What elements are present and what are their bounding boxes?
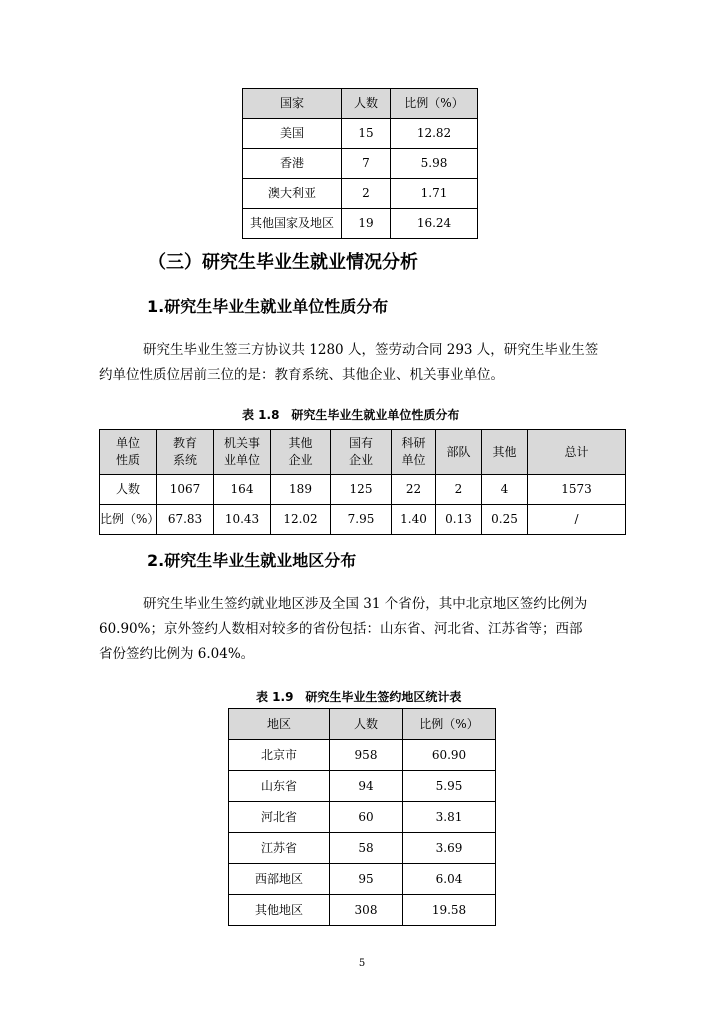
cell: 7.95: [331, 505, 392, 535]
cell: 香港: [243, 149, 342, 179]
table-row: [243, 119, 478, 149]
table-header-row: [243, 89, 478, 119]
header-country: 国家: [243, 89, 342, 119]
header-line: 单位: [115, 436, 140, 450]
cell: 3.81: [403, 802, 496, 833]
cell: 125: [331, 475, 392, 505]
header-line: 教育: [172, 436, 197, 450]
table-row: [229, 802, 496, 833]
table-row: [229, 740, 496, 771]
cell: 江苏省: [229, 833, 330, 864]
cell: 19: [342, 209, 391, 239]
header-count: 人数: [342, 89, 391, 119]
header-cell: [100, 430, 157, 475]
header-region: 地区: [229, 709, 330, 740]
cell: 60.90: [403, 740, 496, 771]
header-cell: 总计: [528, 430, 626, 475]
cell: 958: [330, 740, 403, 771]
header-line: 单位: [401, 453, 426, 467]
table-row: [229, 895, 496, 926]
header-line: 性质: [115, 453, 140, 467]
header-cell: [392, 430, 436, 475]
cell: 其他地区: [229, 895, 330, 926]
cell: 西部地区: [229, 864, 330, 895]
table-caption-1-8: 表 1.8 研究生毕业生就业单位性质分布: [242, 408, 460, 422]
cell: 308: [330, 895, 403, 926]
subsection-heading-employer-type: 1.研究生毕业生就业单位性质分布: [147, 297, 389, 316]
cell: 北京市: [229, 740, 330, 771]
header-cell: 其他: [482, 430, 528, 475]
cell: 人数: [100, 475, 157, 505]
cell: 3.69: [403, 833, 496, 864]
cell: 164: [214, 475, 271, 505]
table-header-row: [229, 709, 496, 740]
header-ratio: 比例（%）: [391, 89, 478, 119]
country-table: [242, 88, 478, 239]
cell: 60: [330, 802, 403, 833]
cell: 10.43: [214, 505, 271, 535]
cell: 4: [482, 475, 528, 505]
paragraph-line: 60.90%；京外签约人数相对较多的省份包括：山东省、河北省、江苏省等；西部: [99, 621, 583, 637]
cell: 0.13: [436, 505, 482, 535]
cell: 22: [392, 475, 436, 505]
cell: 7: [342, 149, 391, 179]
paragraph-line: 研究生毕业生签约就业地区涉及全国 31 个省份，其中北京地区签约比例为: [143, 596, 588, 612]
cell: 12.82: [391, 119, 478, 149]
table-caption-1-9: 表 1.9 研究生毕业生签约地区统计表: [256, 690, 462, 704]
cell: 95: [330, 864, 403, 895]
cell: /: [528, 505, 626, 535]
table-row: [100, 475, 626, 505]
cell: 1573: [528, 475, 626, 505]
cell: 5.95: [403, 771, 496, 802]
header-line: 其他: [288, 436, 313, 450]
header-line: 企业: [288, 453, 313, 467]
header-line: 业单位: [223, 453, 260, 467]
table-row: [229, 864, 496, 895]
header-cell: [214, 430, 271, 475]
header-count: 人数: [330, 709, 403, 740]
cell: 94: [330, 771, 403, 802]
header-line: 企业: [348, 453, 373, 467]
subsection-heading-region: 2.研究生毕业生就业地区分布: [147, 551, 357, 570]
employer-type-table: [99, 429, 626, 535]
table-header-row: [100, 430, 626, 475]
header-line: 科研: [401, 436, 426, 450]
cell: 16.24: [391, 209, 478, 239]
header-cell: [271, 430, 331, 475]
cell: 1.71: [391, 179, 478, 209]
cell: 67.83: [157, 505, 214, 535]
cell: 58: [330, 833, 403, 864]
cell: 山东省: [229, 771, 330, 802]
section-heading: （三）研究生毕业生就业情况分析: [148, 252, 418, 273]
cell: 1.40: [392, 505, 436, 535]
table-row: [229, 771, 496, 802]
header-ratio: 比例（%）: [403, 709, 496, 740]
cell: 15: [342, 119, 391, 149]
cell: 美国: [243, 119, 342, 149]
cell: 6.04: [403, 864, 496, 895]
table-row: [243, 149, 478, 179]
cell: 2: [436, 475, 482, 505]
table-row: [100, 505, 626, 535]
region-table: [228, 708, 496, 926]
header-cell: 部队: [436, 430, 482, 475]
cell: 比例（%）: [100, 505, 157, 535]
cell: 其他国家及地区: [243, 209, 342, 239]
cell: 河北省: [229, 802, 330, 833]
cell: 0.25: [482, 505, 528, 535]
table-row: [243, 209, 478, 239]
cell: 5.98: [391, 149, 478, 179]
cell: 1067: [157, 475, 214, 505]
header-cell: [331, 430, 392, 475]
cell: 189: [271, 475, 331, 505]
header-line: 机关事: [223, 436, 260, 450]
cell: 澳大利亚: [243, 179, 342, 209]
header-line: 国有: [348, 436, 373, 450]
header-line: 系统: [172, 453, 197, 467]
header-cell: [157, 430, 214, 475]
page-number: 5: [358, 958, 366, 969]
cell: 2: [342, 179, 391, 209]
cell: 12.02: [271, 505, 331, 535]
table-row: [229, 833, 496, 864]
cell: 19.58: [403, 895, 496, 926]
paragraph-line: 省份签约比例为 6.04%。: [99, 646, 255, 662]
paragraph-line: 研究生毕业生签三方协议共 1280 人，签劳动合同 293 人，研究生毕业生签: [143, 342, 599, 358]
table-row: [243, 179, 478, 209]
paragraph-line: 约单位性质位居前三位的是：教育系统、其他企业、机关事业单位。: [99, 367, 504, 383]
